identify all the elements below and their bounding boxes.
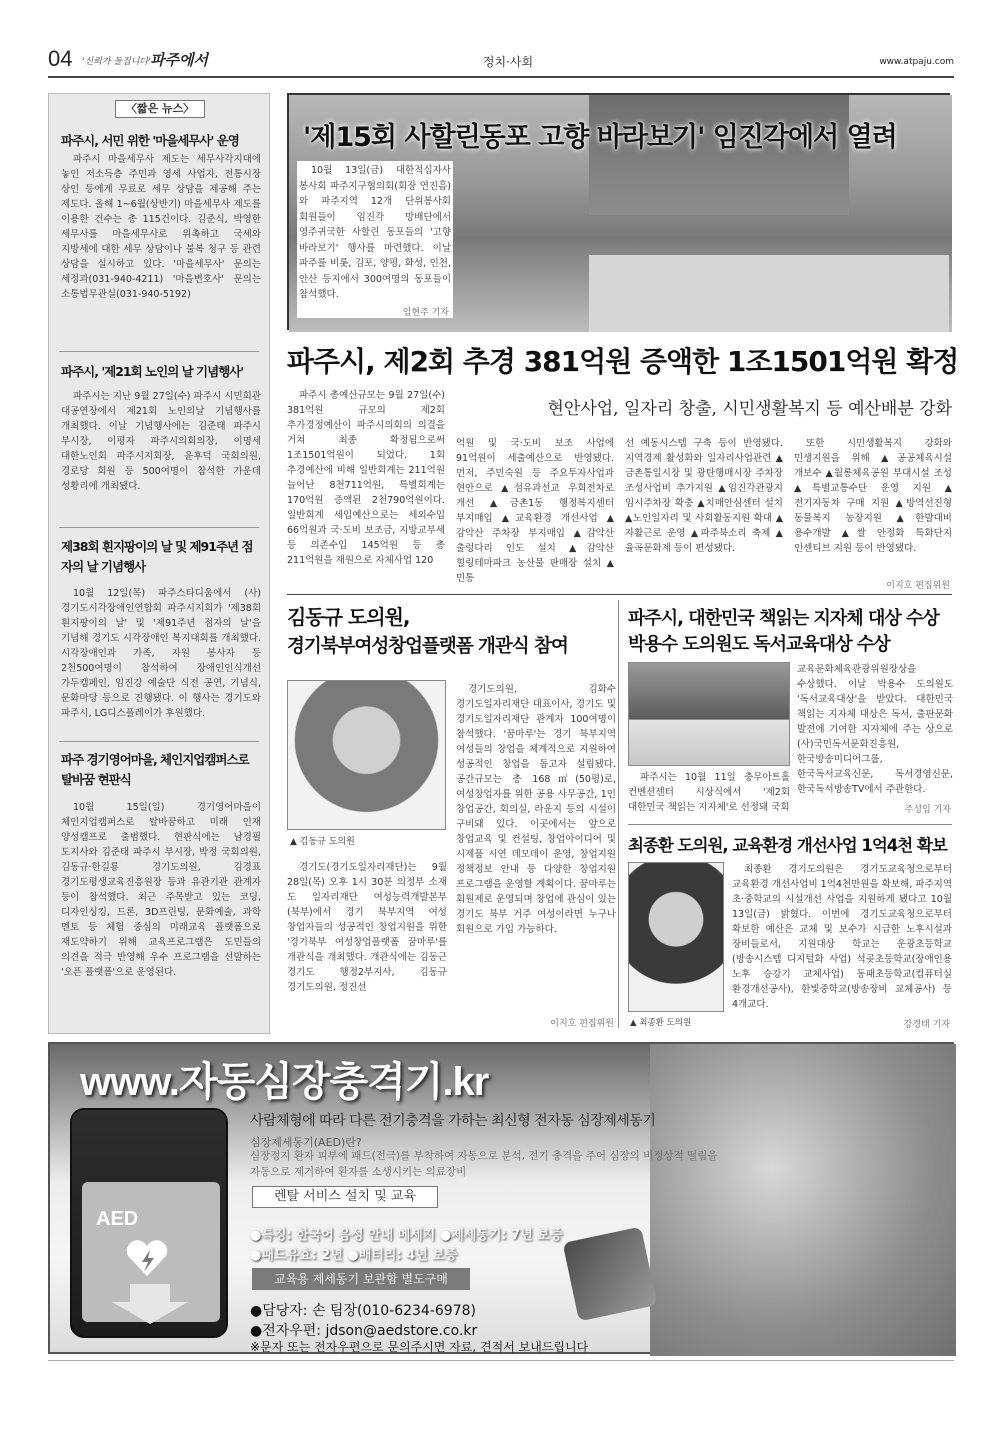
aed-case bbox=[563, 1227, 658, 1322]
header-rule bbox=[48, 76, 954, 78]
brand-logo: 파주에서 bbox=[150, 51, 208, 69]
divider bbox=[59, 741, 259, 742]
award-under-photo: 파주시는 10월 11일 충무아트홀 컨벤션센터 시상식에서 '제2회 대한민국 책읽는 지자체'로 선정돼 국회 bbox=[628, 772, 790, 813]
sidebar bbox=[48, 93, 270, 1034]
ad-contact: ●담당자: 손 팀장(010-6234-6978) bbox=[250, 1303, 476, 1319]
slogan: '신뢰가 돌집니다' bbox=[82, 57, 151, 67]
budget-col-4: 또한 시민생활복지 강화와 민생지원을 위해 ▲공공체육시설 개보수 ▲월롱체육공원 부대시설 조성 ▲특별교통수단 운영 지원 ▲전기자동차 구매 지원 ▲방역선진형 동물복지 농장지원 ▲한발대비 용수개발 ▲쌀 안정화 특화단지 인센티브 지원 등이 반영됐다. bbox=[794, 438, 952, 554]
news-body-4: 10월 15일(일) 경기영어마을이 체인지업캠퍼스로 탈바꿈하고 미래 인재 양성캠프로 출범했다. 현판식에는 남경필 도지사와 김준태 파주시 부시장, 박정 국회의원, 김동규·한길룡 경기도의원, 김경표 경기도평생교육진흥원장 등과 유관기관 관계자 등이 참석했다. 최근 주목받고 있는 코딩, 디자인싱킹, 드론, 3D프린팅, 문화예술, 과학 멘토 등 체험 중심의 미래교육 플랫폼으로 재도약하기 위해 교육프로그램은 도민들의 의견을 적극 반영해 우수 프로그램을 선발하는 '오픈 플랫폼'으로 운영된다. bbox=[61, 802, 261, 978]
kim-portrait-photo bbox=[287, 680, 446, 830]
news-title-1: 파주시, 서민 위한 '마을세무사' 운영 bbox=[61, 133, 239, 148]
kim-col-b: 경기도의원, 김화수 경기도일자리재단 대표이사, 경기도 및 경기도일자리재단 관계자 100여명이 참석했다. '꿈마루'는 경기 북부지역 여성들의 창업을 체계적으로 지원하여 성공적인 창업을 돕고자 설립됐다. 공간규모는 총 168㎡(50평)로, 여성창업자를 위한 공용 사무공간, 1인 창업공간, 회의실, 라운지 등의 시설이 구비돼 있다. 이곳에서는 앞으로 창업교육 및 컨설팅, 창업아이디어 및 시제품 시연 데모데이 운영, 창업지원 정책정보 안내 등 다양한 창업지원 프로그램을 운영할 계획이다. 꿈마루는 회원제로 운영되며 창업에 관심이 있는 경기도 북부 거주 여성이라면 누구나 회원으로 가입 가능하다. bbox=[456, 684, 616, 935]
aed-device bbox=[70, 1108, 228, 1338]
award-headline-1: 파주시, 대한민국 책읽는 지자체 대상 수상 bbox=[628, 608, 939, 629]
news-title-4: 파주 경기영어마을, 체인지업캠퍼스로 탈바꿈 현판식 bbox=[61, 752, 249, 787]
aed-label: AED bbox=[96, 1208, 139, 1230]
footer-rule bbox=[48, 1360, 954, 1361]
column-rule bbox=[618, 600, 619, 1028]
story-sakhalin-headline: '제15회 사할린동포 고향 바라보기' 임진각에서 열려 bbox=[303, 122, 897, 153]
kim-caption: ▲ 김동규 도의원 bbox=[290, 837, 355, 847]
ad-url: www.자동심장충격기.kr bbox=[80, 1060, 489, 1104]
section-rule bbox=[628, 824, 952, 825]
ad-tagline: 사람체형에 따라 다른 전기충격을 가하는 최신형 전자동 심장제세동기 bbox=[250, 1113, 656, 1129]
budget-col-1: 파주시 총예산규모는 9월 27일(수) 381억원 규모의 제2회 추가경정예산이 파주시의회의 의결을 거쳐 최종 확정됨으로써 1조1501억원이 되었다. 1회 추경예산에 비해 일반회계는 211억원 늘어난 8천711억원, 특별회계는 170억원 증액된 2천790억원이다. 일반회계 세입예산으로는 세외수입 66억원과 국·도비 보조금, 지방교부세 등 의존수입 145억원 등 총 211억원을 재원으로 자체사업 120 bbox=[287, 390, 445, 566]
short-news-badge: 〈짧은 뉴스〉 bbox=[115, 100, 205, 118]
ad-question: 심장제세동기(AED)란? bbox=[250, 1136, 362, 1149]
arrow-down-icon bbox=[102, 1284, 198, 1324]
budget-col-2: 억원 및 국·도비 보조 사업에 91억원이 세출예산으로 반영됐다. 먼저, 주민숙원 등 주요투자사업과 현안으로 ▲섬유과선교 우회전차로 개선 ▲금촌1동 행정복지센터 부지매입 ▲교육환경 개선사업 ▲감악산 주차장 부지매입 ▲감악산 출렁다리 인도 설치 ▲감악산 힐링테마파크 농산물 판매장 설치 ▲민통 bbox=[456, 438, 614, 584]
section-title: 정치·사회 bbox=[482, 55, 534, 69]
ad-features-2: ●패드유효: 2년 ●배터리: 4년 보증 bbox=[250, 1248, 458, 1263]
award-ceremony-photo bbox=[628, 662, 790, 766]
page-number: 04 bbox=[48, 46, 73, 71]
divider bbox=[59, 527, 259, 528]
story-sakhalin-body: 10월 13일(금) 대한적십자사 봉사회 파주지구협의회(회장 연진흠)와 파주지역 12개 단위봉사회 회원들이 임진각 망배단에서 영주귀국한 사할린 동포들의 '고향 바라보기' 행사를 마련했다. 이날 파주를 비롯, 김포, 양평, 화성, 인천, 안산 등지에서 300여명의 동포들이 참석했다. bbox=[297, 161, 453, 311]
page-header bbox=[48, 44, 956, 76]
choi-caption: ▲ 최종환 도의원 bbox=[630, 1018, 692, 1028]
kim-col-a: 경기도(경기도일자리재단)는 9월 28일(목) 오후 1시 30분 의정부 소재 도 일자리재단 여성능력개발본부(북부)에서 경기 북부지역 여성 창업자들의 성공적인 창업지원을 위한 '경기북부 여성창업플랫폼 꿈마루'를 개관식을 개최했다. 개관식에는 김동근 경기도 행정2부지사, 김동규 경기도의원, 정진선 bbox=[287, 862, 447, 993]
budget-col-3: 선 예동시스템 구축 등이 반영됐다. 지역경제 활성화와 일자리사업관련 ▲금촌통일시장 및 광탄행매시장 주차장 조성사업비 추가지원 ▲임진각관광지 임시주차장 확충 ▲치매안심센터 설치 ▲노인일자리 및 사회활동지원 확대 ▲자활근로 운영 ▲파주북소리 축제 ▲율곡문화제 등이 편성됐다. bbox=[625, 438, 783, 554]
divider bbox=[59, 351, 259, 352]
story-sakhalin bbox=[287, 93, 950, 330]
website: www.atpaju.com bbox=[879, 57, 954, 67]
award-col: 교육문화체육관광위원장상을 수상했다. 이날 박용수 도의원도 '독서교육대상'을 받았다. 대한민국 책읽는 지자체 대상은 독서, 출판문화 발전에 기여한 지자체에 주는 상으로 (사)국민독서문화진흥원, 한국방송미디어그룹, 한국독서교육신문, 독서경영신문, 한국독서방송TV에서 주관한다. bbox=[797, 664, 953, 795]
budget-byline: 이지호 편집위원 bbox=[886, 581, 950, 591]
ad-sub-note: 교육용 제세동기 보관함 별도구매 bbox=[252, 1268, 470, 1290]
choi-body: 최종환 경기도의원은 경기도교육청으로부터 교육환경 개선사업비 1억4천만원을 확보해, 파주지역 초·중학교의 시설개선 사업을 지원하게 됐다고 10월 13일(금) 밝혔다. 이번에 경기도교육청으로부터 확보한 예산은 교체 및 보수가 시급한 노후시설과 장비들로서, 지원대상 학교는 운광초등학교(방송시스템 디지털화 사업) 석곶초등학교(장애인용 노후 승강기 교체사업) 동패초등학교(컴퓨터실 환경개선공사), 한빛중학교(방송장비 교체공사) 등 4개교다. bbox=[732, 864, 952, 1010]
ceremony-table bbox=[589, 255, 949, 332]
ceremony-building bbox=[589, 95, 849, 215]
aed-advertisement bbox=[48, 1042, 954, 1354]
choi-headline: 최종환 도의원, 교육환경 개선사업 1억4천 확보 bbox=[628, 836, 947, 855]
news-body-2: 파주시는 지난 9월 27일(수) 파주시 시민회관 대공연장에서 제21회 노인의날 기념행사를 개최했다. 이날 기념행사에는 김준태 파주시 부시장, 이평자 파주시의회의장, 이명세 대한노인회 파주시지회장, 윤후덕 국회의원, 경로당 회원 등 500여명이 참석한 가운데 성황리에 개최됐다. bbox=[61, 391, 261, 492]
kim-headline-1: 김동규 도의원, bbox=[287, 605, 410, 629]
award-byline: 주성임 기자 bbox=[904, 805, 951, 815]
news-body-3: 10월 12일(목) 파주스타디움에서 (사)경기도시각장애인연합회 파주시지회가 '제38회 흰지팡이의 날' 및 '제91주년 점자의 날'을 기념해 경기도 시각장애인 복지대회를 개최했다. 시각장애인과 가족, 자원 봉사자 등 2천500여명이 참석하여 장애인인식개선 가두캠페인, 임진강 예술단 식전 공연, 기념식, 문화마당 등으로 진행됐다. 이 행사는 경기도와 파주시, LG디스플레이가 후원했다. bbox=[61, 588, 261, 719]
ad-email: ●전자우편: jdson@aedstore.co.kr bbox=[250, 1323, 478, 1339]
budget-headline: 파주시, 제2회 추경 381억원 증액한 1조1501억원 확정 bbox=[287, 345, 959, 378]
heart-bolt-icon bbox=[124, 1238, 170, 1278]
kim-byline: 이지호 편집위원 bbox=[550, 1019, 614, 1029]
ad-features-1: ●특징: 한국어 음성 안내 메세지 ●제세동기: 7년 보증 bbox=[250, 1228, 563, 1243]
section-rule bbox=[287, 594, 952, 595]
award-headline-2: 박용수 도의원도 독서교육대상 수상 bbox=[628, 634, 890, 655]
news-title-3: 제38회 흰지팡이의 날 및 제91주년 점자의 날 기념행사 bbox=[61, 539, 253, 574]
story-sakhalin-byline: 임현주 기자 bbox=[297, 305, 453, 318]
news-title-2: 파주시, '제21회 노인의 날 기념행사' bbox=[61, 364, 244, 379]
ad-photo-area bbox=[650, 1044, 956, 1356]
news-body-1: 파주시 마을세무사 제도는 세무사각지대에 놓인 저소득층 주민과 영세 사업자, 전통시장 상인 등에게 무료로 세무 상담을 제공해 주는 제도다. 올해 1~6월(상반기) 마을세무사 제도를 이용한 건수는 총 115건이다. 김준식, 박영한 세무사를 마을세무사로 위촉하고 국세와 지방세에 대한 세무 상담이나 불복 청구 등 관련 상담을 실시하고 있다. '마을세무사' 문의는 세정과(031-940-4211) '마을변호사' 문의는 소통법무관실(031-940-5192) bbox=[61, 154, 261, 300]
ad-footnote: ※문자 또는 전자우편으로 문의주시면 자료, 견적서 보내드립니다 bbox=[250, 1340, 589, 1354]
ad-description: 심장정지 환자 피부에 패드(전극)를 부착하여 자동으로 분석, 전기 충격을 주어 심장의 비정상적 떨림을 자동으로 제거하여 환자를 소생시키는 의료장비 bbox=[250, 1150, 718, 1178]
budget-subhead: 현안사업, 일자리 창출, 시민생활복지 등 예산배분 강화 bbox=[547, 399, 952, 419]
choi-portrait-photo bbox=[628, 862, 724, 1012]
kim-headline-2: 경기북부여성창업플랫폼 개관식 참여 bbox=[287, 636, 568, 657]
choi-byline: 강경태 기자 bbox=[903, 1020, 950, 1030]
ad-rental-service: 렌탈 서비스 설치 및 교육 bbox=[252, 1186, 438, 1208]
